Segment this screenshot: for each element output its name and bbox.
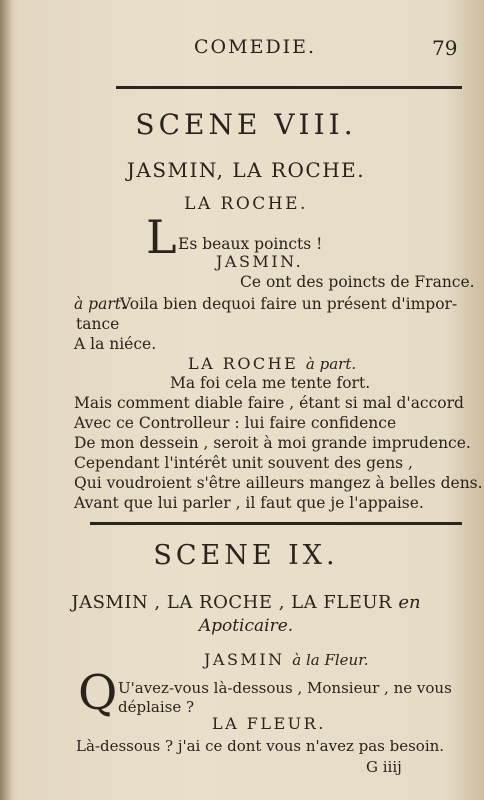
speaker-aside: à la Fleur. bbox=[292, 651, 369, 669]
speaker-name: JASMIN bbox=[204, 650, 285, 669]
scene-9-characters-line-2: Apoticaire. bbox=[198, 616, 294, 636]
scene-8-speaker-la-roche-aside bbox=[188, 354, 356, 374]
scene-8-line-1: Es beaux poincts ! bbox=[178, 235, 323, 253]
scene-divider-rule bbox=[90, 522, 462, 525]
scene-8-line-2: Ce ont des poincts de France. bbox=[240, 273, 475, 291]
speaker-name: LA ROCHE bbox=[188, 354, 299, 373]
scene-8-title: SCENE VIII. bbox=[135, 108, 357, 141]
scene-8-line-3: Voila bien dequoi faire un présent d'impor- bbox=[120, 295, 458, 313]
scene-8-speaker-jasmin: JASMIN. bbox=[216, 252, 304, 271]
scene-9-characters bbox=[18, 592, 474, 613]
verse-line-6: Qui voudroient s'être ailleurs mangez à belles dens. bbox=[74, 474, 483, 492]
scene-8-drop-cap: L bbox=[146, 210, 177, 264]
scene-9-line-2: déplaise ? bbox=[118, 698, 195, 716]
verse-line-4: De mon dessein , seroit à moi grande imprudence. bbox=[74, 434, 471, 452]
signature-mark: G iiij bbox=[366, 758, 402, 776]
scene-9-characters-en: en bbox=[398, 592, 421, 613]
scene-9-speaker-la-fleur: LA FLEUR. bbox=[212, 714, 326, 733]
scene-8-aside-label: à part. bbox=[74, 295, 126, 313]
scene-8-speaker-la-roche: LA ROCHE. bbox=[184, 194, 308, 214]
verse-line-7: Avant que lui parler , il faut que je l'appaise. bbox=[74, 494, 424, 512]
scene-8-line-4: tance bbox=[76, 315, 120, 333]
verse-line-2: Mais comment diable faire , étant si mal d'accord bbox=[74, 394, 464, 412]
speaker-aside: à part. bbox=[305, 355, 357, 373]
scene-9-line-3: Là-dessous ? j'ai ce dont vous n'avez pas besoin. bbox=[76, 737, 445, 755]
scene-8-line-5: A la niéce. bbox=[74, 335, 157, 353]
page-number: 79 bbox=[432, 36, 458, 60]
book-page bbox=[18, 0, 483, 800]
page-header bbox=[18, 36, 474, 66]
scene-8-characters: JASMIN, LA ROCHE. bbox=[126, 158, 366, 182]
running-title: COMEDIE. bbox=[194, 36, 317, 58]
scene-9-speaker-jasmin bbox=[204, 650, 369, 670]
page-gutter bbox=[0, 0, 12, 800]
verse-line-3: Avec ce Controlleur : lui faire confidence bbox=[74, 414, 397, 432]
scene-9-title: SCENE IX. bbox=[153, 540, 339, 571]
scene-9-drop-cap: Q bbox=[78, 665, 118, 721]
scene-9-characters-names: JASMIN , LA ROCHE , LA FLEUR bbox=[71, 592, 393, 613]
scene-9-line-1: U'avez-vous là-dessous , Monsieur , ne vous bbox=[118, 679, 452, 697]
header-rule bbox=[116, 86, 462, 89]
verse-line-1: Ma foi cela me tente fort. bbox=[170, 374, 371, 392]
verse-line-5: Cependant l'intérêt unit souvent des gens , bbox=[74, 454, 413, 472]
